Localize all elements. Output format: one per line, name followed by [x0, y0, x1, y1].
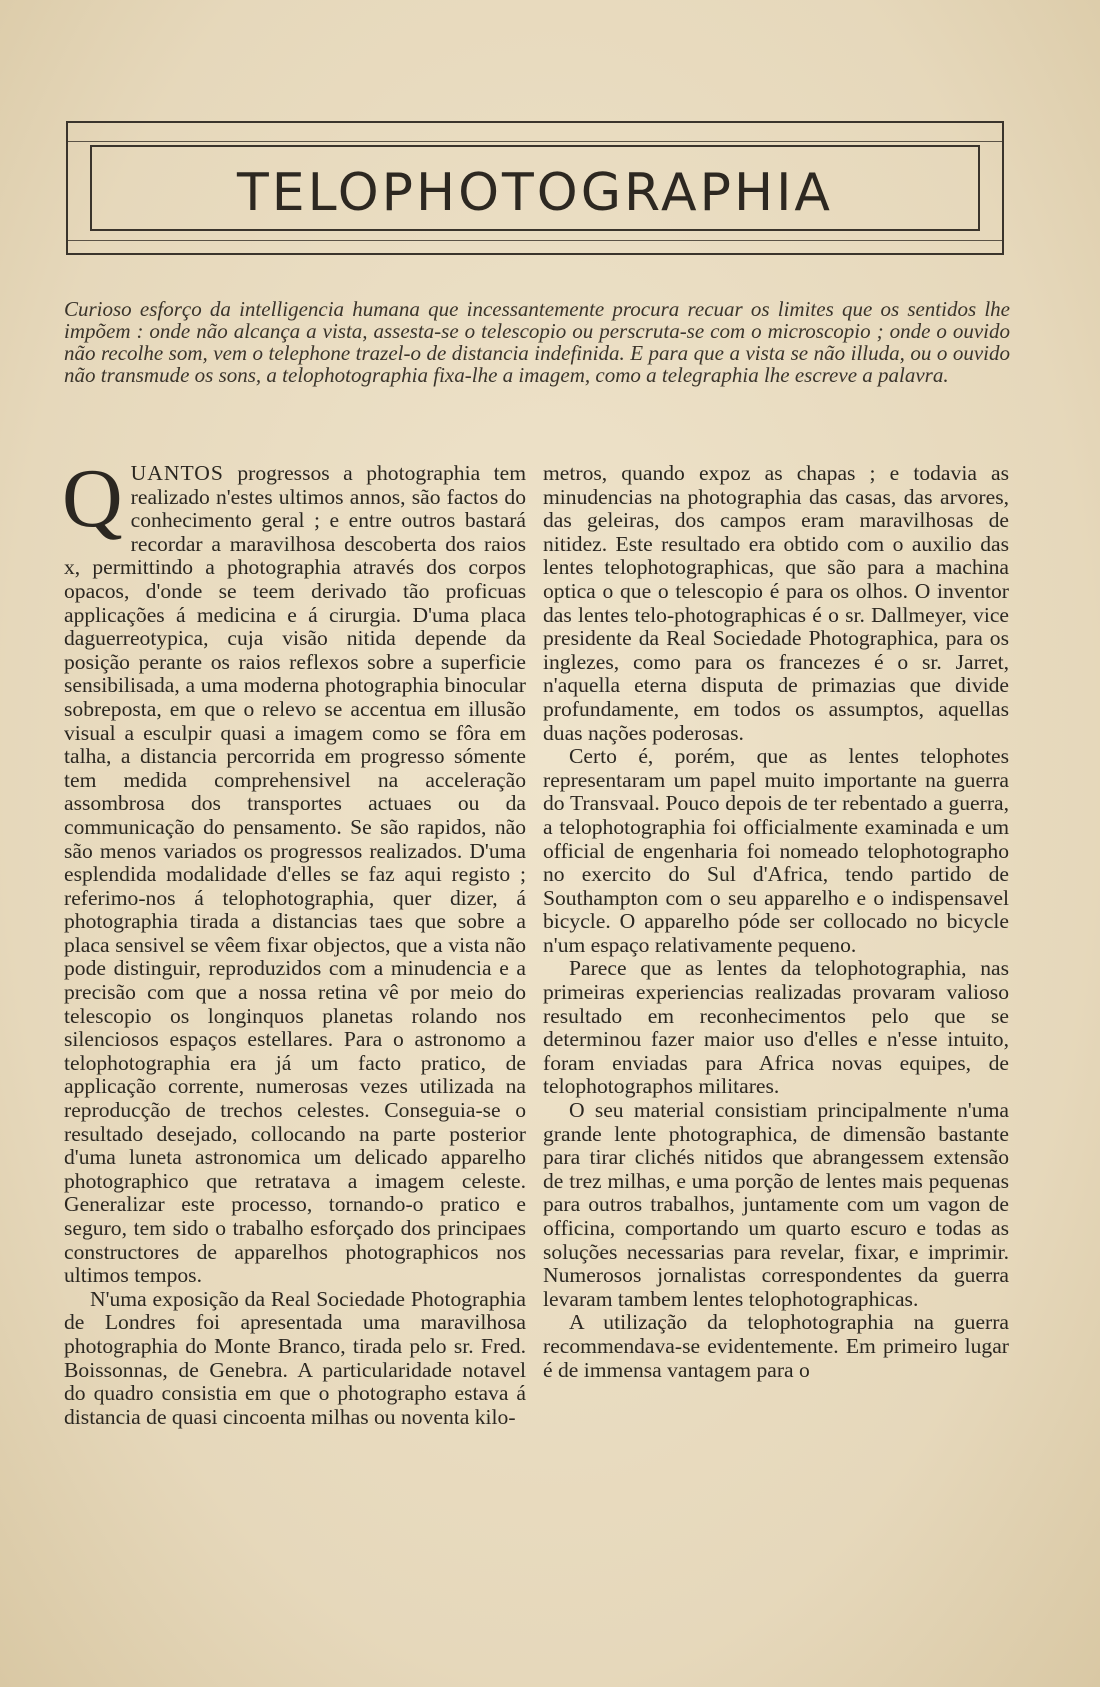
first-paragraph: [62, 452, 526, 1288]
paragraph: Parece que as lentes da telophotographia, nas primeiras experiencias realizadas provaram valioso resultado em reconhecimentos pelo que se determinou fazer maior uso d'elles e n'esse intuito, foram enviadas para Africa novas equipes, de telophotographos militares.: [543, 956, 1009, 1099]
paragraph: metros, quando expoz as chapas ; e todavia as minudencias na photographia das casas, das arvores, das geleiras, dos campos eram maravilhosas de nitidez. Este resultado era obtido com o auxilio das lentes telophotographicas, que são para a machina optica o que o telescopio é para os olhos. O inventor das lentes telo-photographicas é o sr. Dallmeyer, vice presidente da Real Sociedade Photographica, para os inglezes, como para os francezes é o sr. Jarret, n'aquella eterna disputa de primazias que divide profundamente, em todos os assumptos, aquellas duas nações poderosas.: [543, 461, 1009, 745]
paragraph-text: progressos a photographia tem realizado n'estes ultimos annos, são factos do conhecimento geral ; e entre outros bastará recordar a maravilhosa descoberta dos raios x, permittindo a photographia através dos corpos opacos, d'onde se teem derivado tão proficuas applicações á medicina e á cirurgia. D'uma placa daguerreotypica, cuja visão nitida depende da posição perante os raios reflexos sobre a superficie sensibilisada, a uma moderna photographia binocular sobreposta, em que o relevo se accentua em illusão visual a esculpir quasi a imagem como se fôra em talha, a distancia percorrida em progresso sómente tem medida comprehensivel na acceleração assombrosa dos transportes actuaes ou da communicação do pensamento. Se são rapidos, não são menos variados os progressos realizados. D'uma esplendida modalidade d'elles se faz aqui registo ; referimo-nos á telophotographia, quer dizer, á photographia tirada a distancias taes que sobre a placa sensivel se vêem fixar objectos, que a vista não pode distinguir, reproduzidos com a minudencia e a precisão com que a nossa retina vê por meio do telescopio os longinquos planetas rolando nos silenciosos espaços estellares. Para o astronomo a telophotographia era já um facto pratico, de applicação corrente, numerosas vezes utilizada na reproducção de trechos celestes. Conseguia-se o resultado desejado, collocando na parte posterior d'uma luneta astronomica um delicado apparelho photographico que retratava a imagem celeste. Generalizar este processo, tornando-o pratico e seguro, tem sido o trabalho esforçado dos principaes constructores de apparelhos photographicos nos ultimos tempos.: [64, 461, 526, 1288]
paragraph: O seu material consistiam principalmente n'uma grande lente photographica, de dimensão bastante para tirar clichés nitidos que abrangessem extensão de trez milhas, e uma porção de lentes mais pequenas para outros trabalhos, juntamente com um vagon de officina, comportando um quarto escuro e todas as soluções necessarias para revelar, fixar, e imprimir. Numerosos jornalistas correspondentes da guerra levaram tambem lentes telophotographicas.: [543, 1098, 1009, 1311]
left-column: [62, 452, 526, 1429]
title-frame: [66, 121, 1004, 255]
article-intro: Curioso esforço da intelligencia humana que incessantemente procura recuar os limites que os sentidos lhe impõem : onde não alcança a vista, assesta-se o telescopio ou perscruta-se com o microscopio ; onde o ouvido não recolhe som, vem o telephone trazel-o de distancia indefinida. E para que a vista se não illuda, ou o ouvido não transmude os sons, a telophotographia fixa-lhe a imagem, como a telegraphia lhe escreve a palavra.: [64, 297, 1010, 387]
drop-cap: Q: [62, 452, 123, 545]
frame-rule-top: [68, 141, 1002, 142]
frame-rule-bottom: [68, 240, 1002, 241]
paragraph: N'uma exposição da Real Sociedade Photographia de Londres foi apresentada uma maravilhosa photographia do Monte Branco, tirada pelo sr. Fred. Boissonnas, de Genebra. A particularidade notavel do quadro consistia em que o photographo estava á distancia de quasi cincoenta milhas ou noventa kilo-: [64, 1286, 526, 1429]
lead-smallcaps: UANTOS: [130, 461, 224, 485]
paragraph: Certo é, porém, que as lentes telophotes representaram um papel muito importante na guerra do Transvaal. Pouco depois de ter rebentado a guerra, a telophotographia foi officialmente examinada e um official de engenharia foi nomeado telophotographo no exercito do Sul d'Africa, tendo partido de Southampton com o seu apparelho e o indispensavel bicycle. O apparelho póde ser collocado no bicycle n'um espaço relativamente pequeno.: [543, 744, 1009, 957]
right-column: [543, 462, 1009, 1382]
article-title: TELOPHOTOGRAPHIA: [236, 163, 833, 223]
title-inner-border: [90, 145, 980, 231]
paragraph: A utilização da telophotographia na guerra recommendava-se evidentemente. Em primeiro lugar é de immensa vantagem para o: [543, 1310, 1009, 1382]
